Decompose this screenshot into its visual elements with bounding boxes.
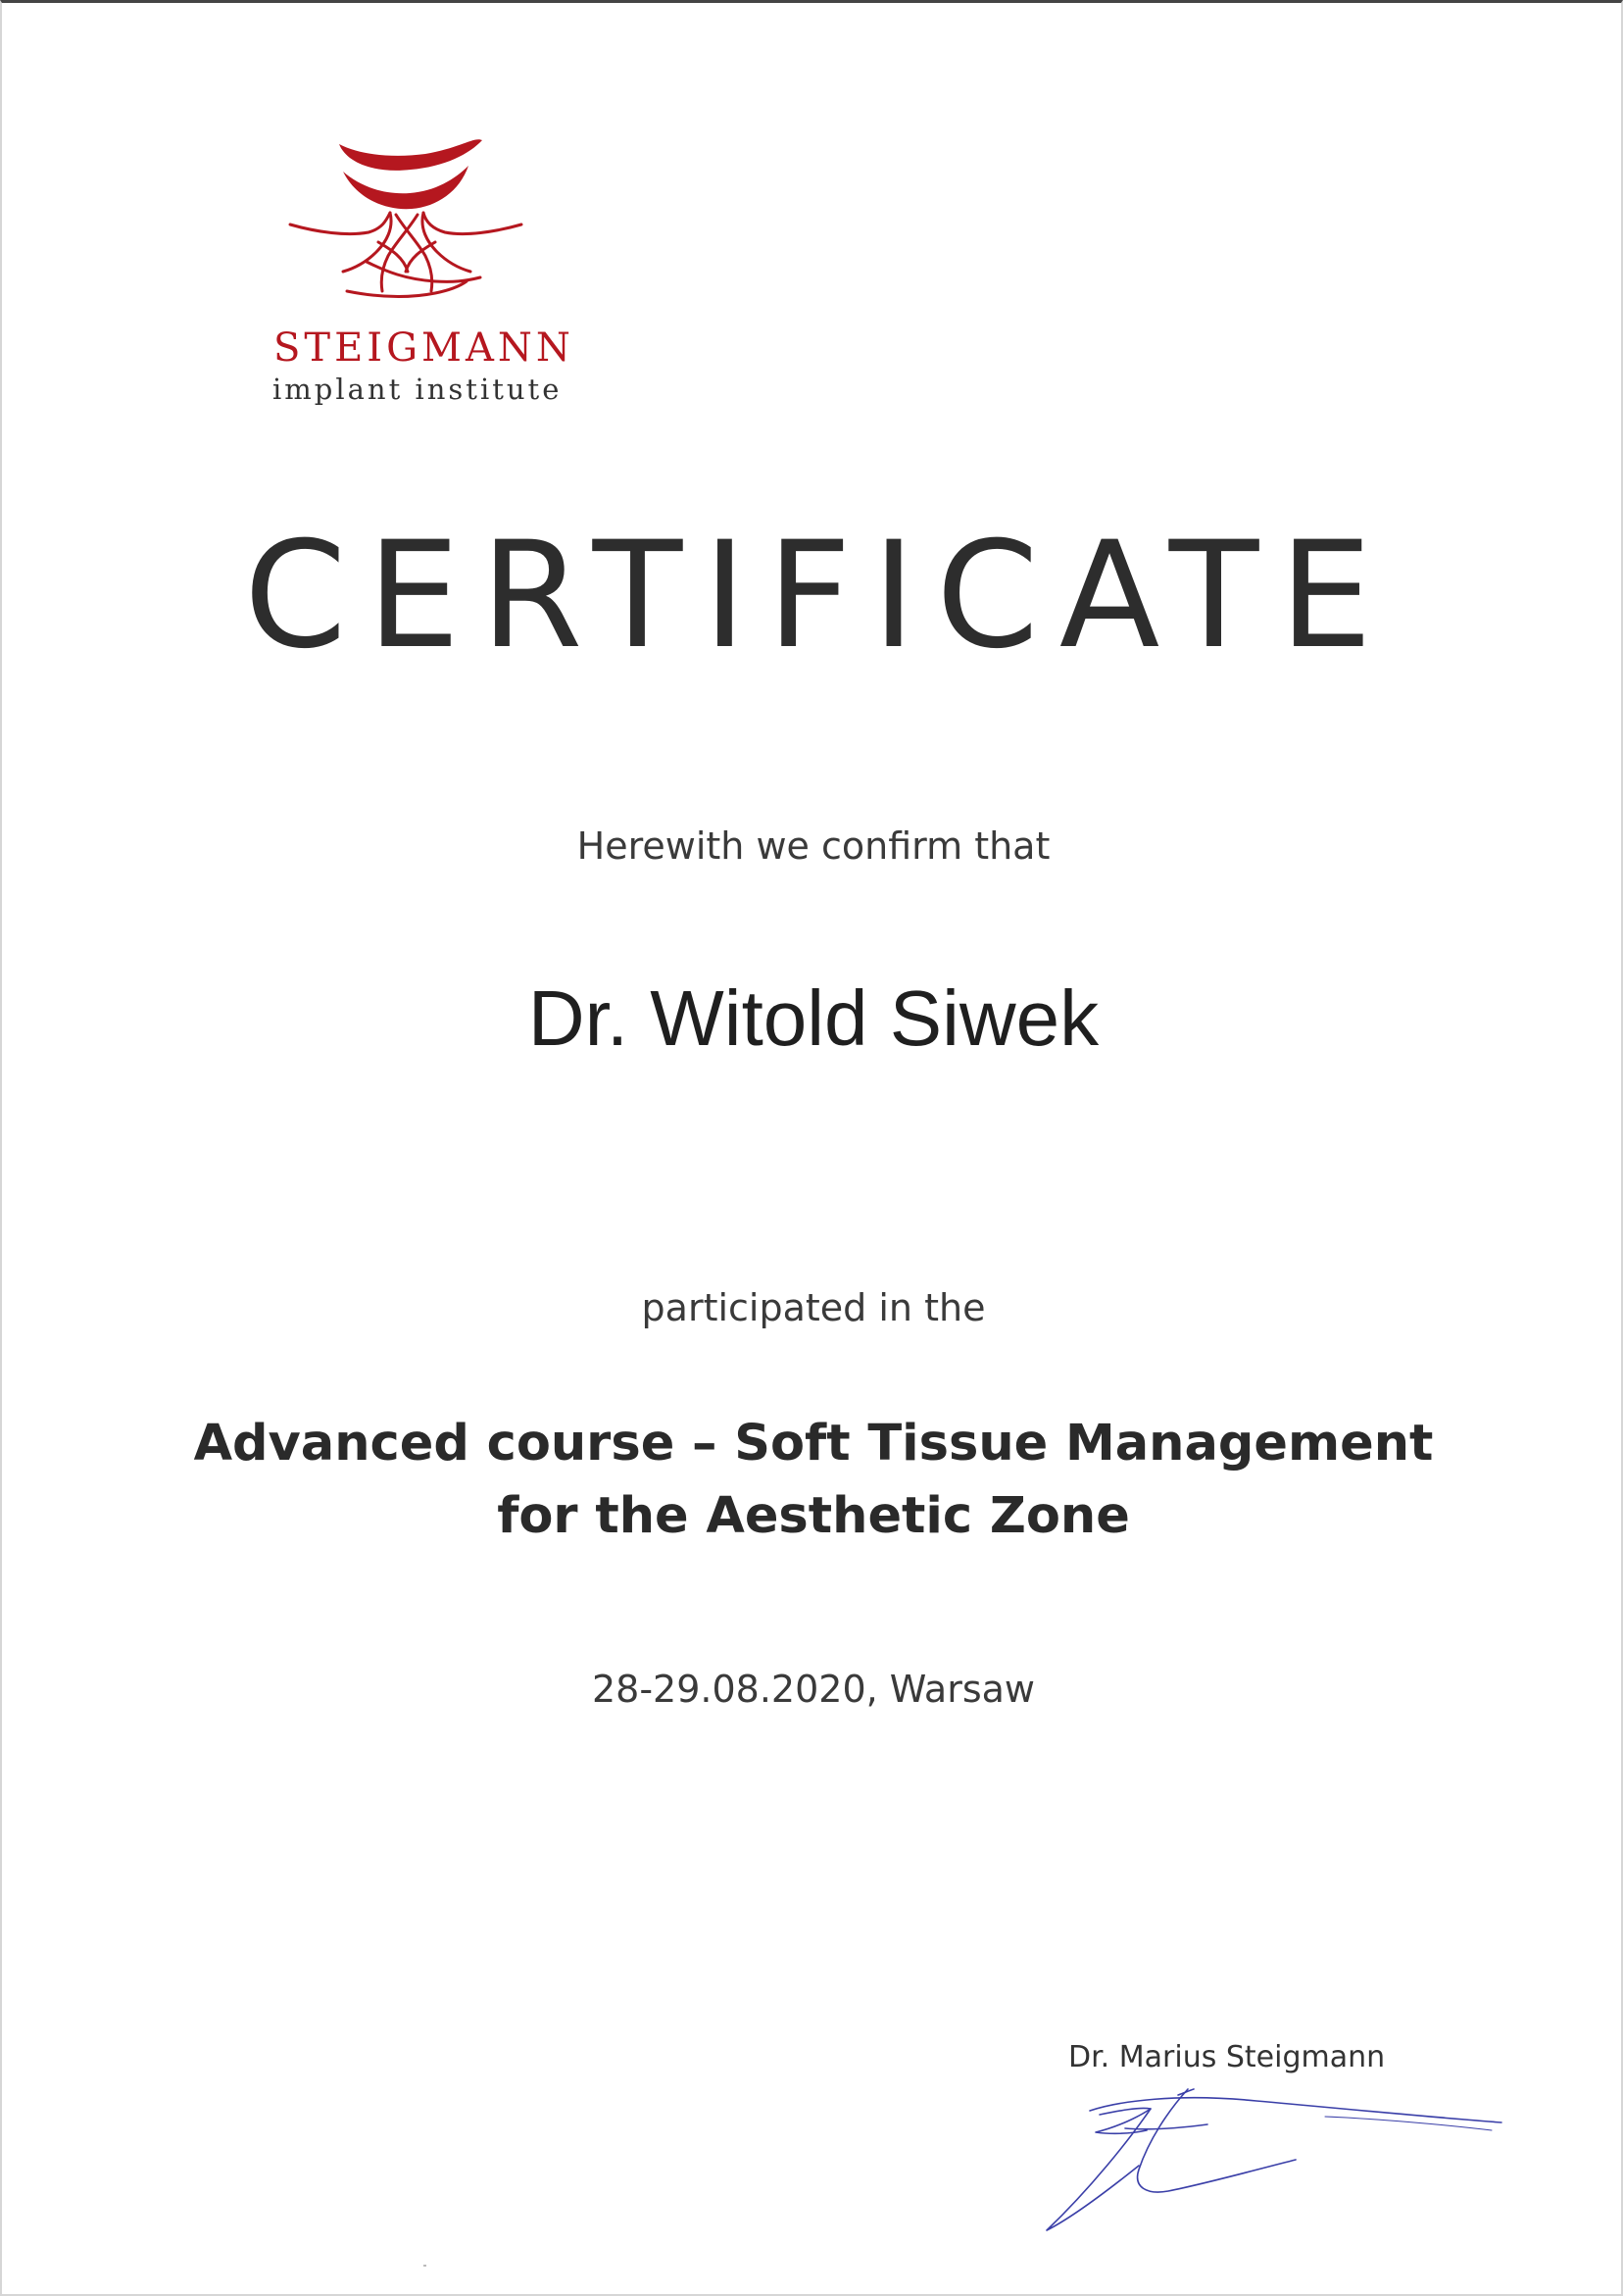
institute-logo [270,134,574,419]
institute-name: STEIGMANN [273,325,574,371]
handwritten-signature-icon [1031,2071,1521,2238]
date-location: 28-29.08.2020, Warsaw [591,1668,1035,1711]
course-title-line-2: for the Aesthetic Zone [497,1487,1130,1545]
recipient-name: Dr. Witold Siwek [527,974,1100,1062]
signer-name: Dr. Marius Steigmann [1068,2040,1386,2074]
course-title [2,1408,1623,1553]
certificate-title: CERTIFICATE [243,511,1394,681]
confirm-text: Herewith we confirm that [576,824,1051,868]
institute-subtitle: implant institute [272,373,563,406]
steigmann-logo-icon [288,134,523,307]
participated-text: participated in the [641,1286,986,1329]
course-title-line-1: Advanced course – Soft Tissue Management [193,1415,1434,1472]
scan-speck [423,2265,426,2267]
